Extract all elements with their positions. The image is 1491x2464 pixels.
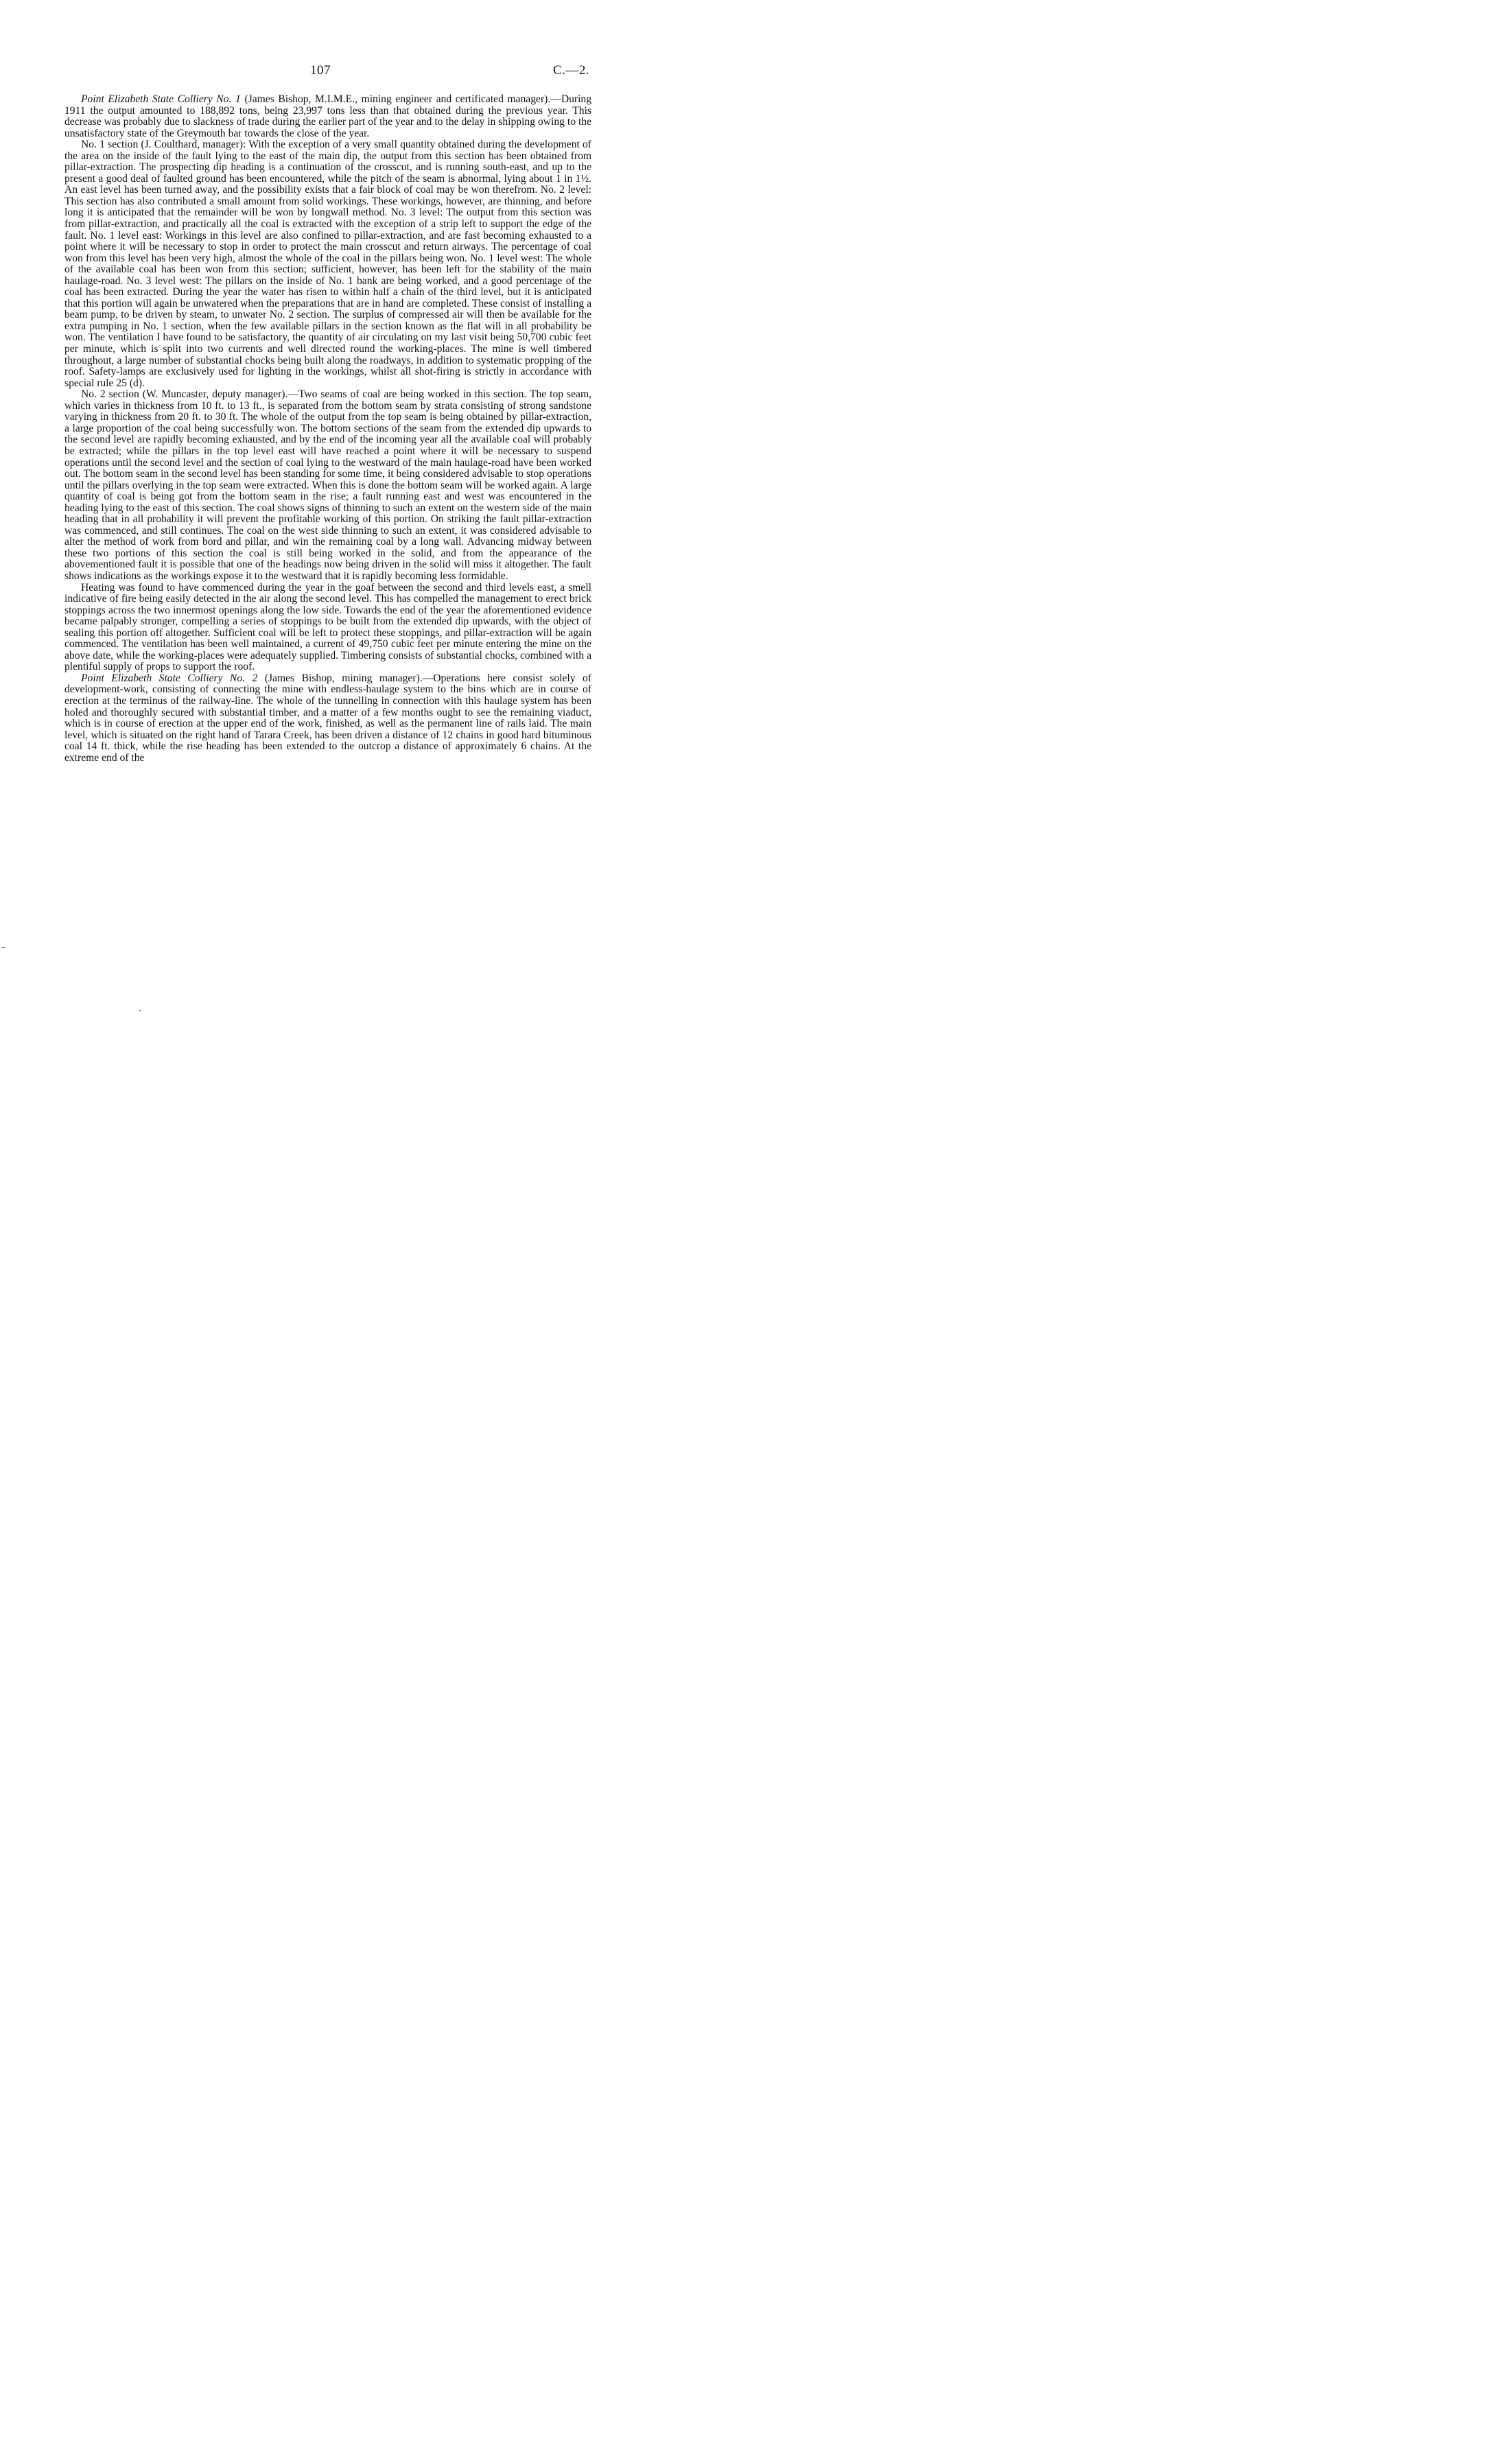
paragraph-text: Heating was found to have commenced during the year in the goaf between the second and third levels east, a smell indicative of fire being easily detected in the air along the second level. This has compelled the management to erect brick stoppings across the two innermost openings along the low side. Towards the end of the year the aforementioned evidence became palpably stronger, compelling a series of stoppings to be built from the extended dip upwards, with the object of sealing this portion off altogether. Sufficient coal will be left to protect these stoppings, and pillar-extraction will be again commenced. The ventilation has been well maintained, a current of 49,750 cubic feet per minute entering the mine on the above date, while the working-places were adequately supplied. Timbering consists of substantial chocks, combined with a plentiful supply of props to support the roof. [64, 581, 591, 673]
paragraph-text: No. 2 section (W. Muncaster, deputy manager).—Two seams of coal are being worked in this section. The top seam, which varies in thickness from 10 ft. to 13 ft., is separated from the bottom seam by strata consisting of strong sandstone varying in thickness from 20 ft. to 30 ft. The whole of the output from the top seam is being obtained by pillar-extraction, a large proportion of the coal being successfully won. The bottom sections of the seam from the extended dip upwards to the second level are rapidly becoming exhausted, and by the end of the incoming year all the available coal will probably be extracted; while the pillars in the top level east will have reached a point where it will be necessary to suspend operations until the second level and the section of coal lying to the westward of the main haulage-road have been worked out. The bottom seam in the second level has been standing for some time, it being considered advisable to stop operations until the pillars overlying in the top seam were extracted. When this is done the bottom seam will be worked again. A large quantity of coal is being got from the bottom seam in the rise; a fault running east and west was encountered in the heading lying to the east of this section. The coal shows signs of thinning to such an extent on the western side of the main heading that in all probability it will prevent the profitable working of this portion. On striking the fault pillar-extraction was commenced, and still continues. The coal on the west side thinning to such an extent, it was considered advisable to alter the method of work from bord and pillar, and win the remaining coal by a long wall. Advancing midway between these two portions of this section the coal is still being worked in the solid, and from the appearance of the abovementioned fault it is possible that one of the headings now being driven in the solid will miss it altogether. The fault shows indications as the workings expose it to the westward that it is rapidly becoming less formidable. [64, 388, 591, 582]
scan-speck [139, 1010, 141, 1011]
page-number: 107 [310, 63, 331, 78]
paragraph-heating [64, 583, 591, 673]
paragraph-no2-section [64, 389, 591, 582]
paragraph-text: (James Bishop, M.I.M.E., mining engineer and certificated manager).—During 1911 the output amounted to 188,892 tons, being 23,997 tons less than that obtained during the previous year. This decrease was probably due to slackness of trade during the earlier part of the year and to the delay in shipping owing to the unsatisfactory state of the Greymouth bar towards the close of the year. [64, 93, 592, 139]
document-page [0, 0, 655, 1082]
paragraph-colliery-no2 [64, 673, 591, 764]
paragraph-no1-section [64, 139, 591, 389]
paragraph-lead: Point Elizabeth State Colliery No. 1 [81, 93, 241, 105]
paragraph-lead: Point Elizabeth State Colliery No. 2 [81, 672, 258, 684]
body-text [64, 94, 591, 764]
document-reference: C.—2. [553, 63, 590, 78]
paragraph-text: (James Bishop, mining manager).—Operations here consist solely of development-work, consisting of connecting the mine with endless-haulage system to the bins which are in course of erection at the terminus of the railway-line. The whole of the tunnelling in connection with this haulage system has been holed and thoroughly secured with substantial timber, and a matter of a few months ought to see the remaining viaduct, which is in course of erection at the upper end of the work, finished, as well as the permanent line of rails laid. The main level, which is situated on the right hand of Tarara Creek, has been driven a distance of 12 chains in good hard bituminous coal 14 ft. thick, while the rise heading has been extended to the outcrop a distance of approximately 6 chains. At the extreme end of the [64, 672, 592, 764]
paragraph-colliery-no1-intro [64, 94, 591, 139]
margin-mark [1, 947, 5, 948]
paragraph-text: No. 1 section (J. Coulthard, manager): With the exception of a very small quantity obtained during the development of the area on the inside of the fault lying to the east of the main dip, the output from this section has been obtained from pillar-extraction. The prospecting dip heading is a continuation of the crosscut, and is running south-east, and up to the present a good deal of faulted ground has been encountered, while the pitch of the seam is abnormal, lying about 1 in 1½. An east level has been turned away, and the possibility exists that a fair block of coal may be won therefrom. No. 2 level: This section has also contributed a small amount from solid workings. These workings, however, are thinning, and before long it is anticipated that the remainder will be won by longwall method. No. 3 level: The output from this section was from pillar-extraction, and practically all the coal is extracted with the exception of a strip left to support the edge of the fault. No. 1 level east: Workings in this level are also confined to pillar-extraction, and are fast becoming exhausted to a point where it will be necessary to stop in order to protect the main crosscut and return airways. The percentage of coal won from this level has been very high, almost the whole of the coal in the pillars being won. No. 1 level west: The whole of the available coal has been won from this section; sufficient, however, has been left for the stability of the main haulage-road. No. 3 level west: The pillars on the inside of No. 1 bank are being worked, and a good percentage of the coal has been extracted. During the year the water has risen to within half a chain of the third level, but it is anticipated that this portion will again be unwatered when the preparations that are in hand are completed. These consist of installing a beam pump, to be driven by steam, to unwater No. 2 section. The surplus of compressed air will then be available for the extra pumping in No. 1 section, when the few available pillars in the section known as the flat will in all probability be won. The ventilation I have found to be satisfactory, the quantity of air circulating on my last visit being 50,700 cubic feet per minute, which is split into two currents and well directed round the working-places. The mine is well timbered throughout, a large number of substantial chocks being built along the roadways, in addition to systematic propping of the roof. Safety-lamps are exclusively used for lighting in the workings, whilst all shot-firing is strictly in accordance with special rule 25 (d). [64, 139, 591, 389]
